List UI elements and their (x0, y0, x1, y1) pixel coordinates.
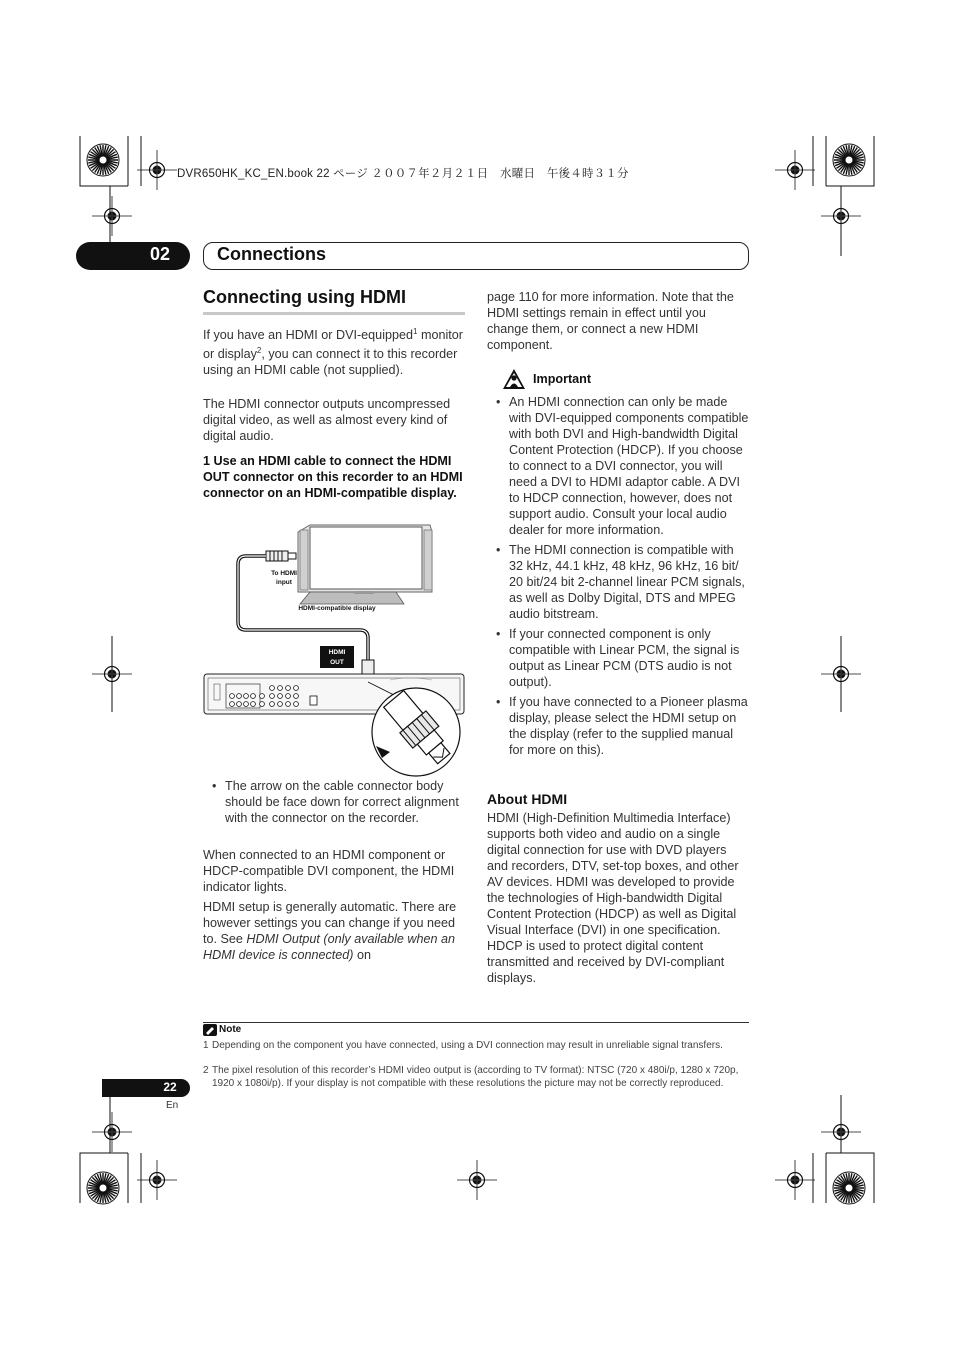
section-title: Connecting using HDMI (203, 287, 406, 307)
display-illustration (298, 525, 432, 604)
paragraph-hdmi-indicator: When connected to an HDMI component or HDCP-compatible DVI component, the HDMI indicator lights. (203, 848, 455, 894)
important-item-pioneer-plasma: • If you have connected to a Pioneer plasma display, please select the HDMI setup on the display (refer to the supplied manual for more on this). (487, 694, 749, 758)
print-header: DVR650HK_KC_EN.book 22 ページ ２００７年２月２１日 水曜日 午後４時３１分 (177, 168, 629, 180)
page-number: 22 (163, 1080, 177, 1094)
note-icon (203, 1024, 217, 1036)
arrow-note-list (203, 778, 465, 830)
label-to-hdmi-input-line1: To HDMI (271, 570, 297, 577)
chapter-title: Connections (217, 244, 327, 264)
section-title-rule (203, 312, 465, 315)
important-item-dvi-hdcp: • An HDMI connection can only be made with DVI-equipped components compatible with both DVI and High-bandwidth Digital Content Protection (HDCP). If you choose to connect to a DVI connector, you will need a DVI to HDMI adaptor cable. A DVI to HDCP connection, however, does not support audio. Consult your local audio dealer for more information. (487, 394, 749, 538)
hdmi-plug-display-end (266, 551, 296, 561)
bullet-arrow-orientation: • The arrow on the cable connector body should be face down for correct alignment with the connector on the recorder. (203, 778, 465, 826)
paragraph-hdmi-setup-continued: page 110 for more information. Note that the HDMI settings remain in effect until you change them, or connect a new HDMI component. (487, 290, 734, 352)
note-label: Note (219, 1024, 242, 1035)
chapter-number: 02 (150, 244, 171, 264)
important-item-linear-pcm: • If your connected component is only compatible with Linear PCM, the signal is output as Linear PCM (DTS audio is not output). (487, 626, 749, 690)
label-hdmi-out-line2: OUT (330, 659, 344, 666)
about-hdmi-title: About HDMI (487, 791, 568, 807)
step-1-instruction: 1 Use an HDMI cable to connect the HDMI OUT connector on this recorder to an HDMI connector on an HDMI-compatible display. (203, 454, 463, 500)
footnote-1: 1 Depending on the component you have connected, using a DVI connection may result in unreliable signal transfers. (203, 1040, 723, 1051)
intro-paragraph-1: If you have an HDMI or DVI-equipped$^1$ monitor or display$^2$, you can connect it to this recorder using an HDMI cable (not supplied). (203, 327, 463, 378)
important-title: Important (533, 372, 592, 386)
note-rule (203, 1022, 749, 1023)
hdmi-connection-diagram (200, 520, 468, 778)
about-hdmi-text: HDMI (High-Definition Multimedia Interface) supports both video and audio on a single digital connection for use with DVD players and recorders, DTV, set-top boxes, and other AV devices. HDMI was developed to provide the technologies of High-bandwidth Digital Content Protection (HDCP) as well as Digital Visual Interface (DVI) in one specification. HDCP is used to protect digital content transmitted and received by DVI-compliant displays. (487, 811, 739, 985)
important-item-audio-compat: • The HDMI connection is compatible with 32 kHz, 44.1 kHz, 48 kHz, 96 kHz, 16 bit/ 20 bit/24 bit 2-channel linear PCM signals, as well as Dolby Digital, DTS and MPEG audio bitstream. (487, 542, 749, 622)
footnote-2: 2 The pixel resolution of this recorder’s HDMI video output is (according to TV format): NTSC (720 x 480i/p, 1280 x 720p, 1920 x 1080i/p). If your display is not compatible with these resolutions the picture may not be correctly reproduced. (203, 1065, 739, 1089)
important-icon (501, 367, 527, 391)
page-language: En (166, 1100, 179, 1111)
intro-paragraph-2: The HDMI connector outputs uncompressed digital video, as well as almost every kind of digital audio. (203, 397, 451, 443)
paragraph-hdmi-setup: HDMI setup is generally automatic. There are however settings you can change if you need to. See HDMI Output (only available when an HDMI device is connected) on (203, 900, 457, 962)
label-hdmi-out-line1: HDMI (328, 649, 346, 656)
label-hdmi-compatible-display: HDMI-compatible display (298, 605, 376, 612)
important-list (487, 394, 749, 762)
label-to-hdmi-input-line2: input (276, 579, 292, 586)
